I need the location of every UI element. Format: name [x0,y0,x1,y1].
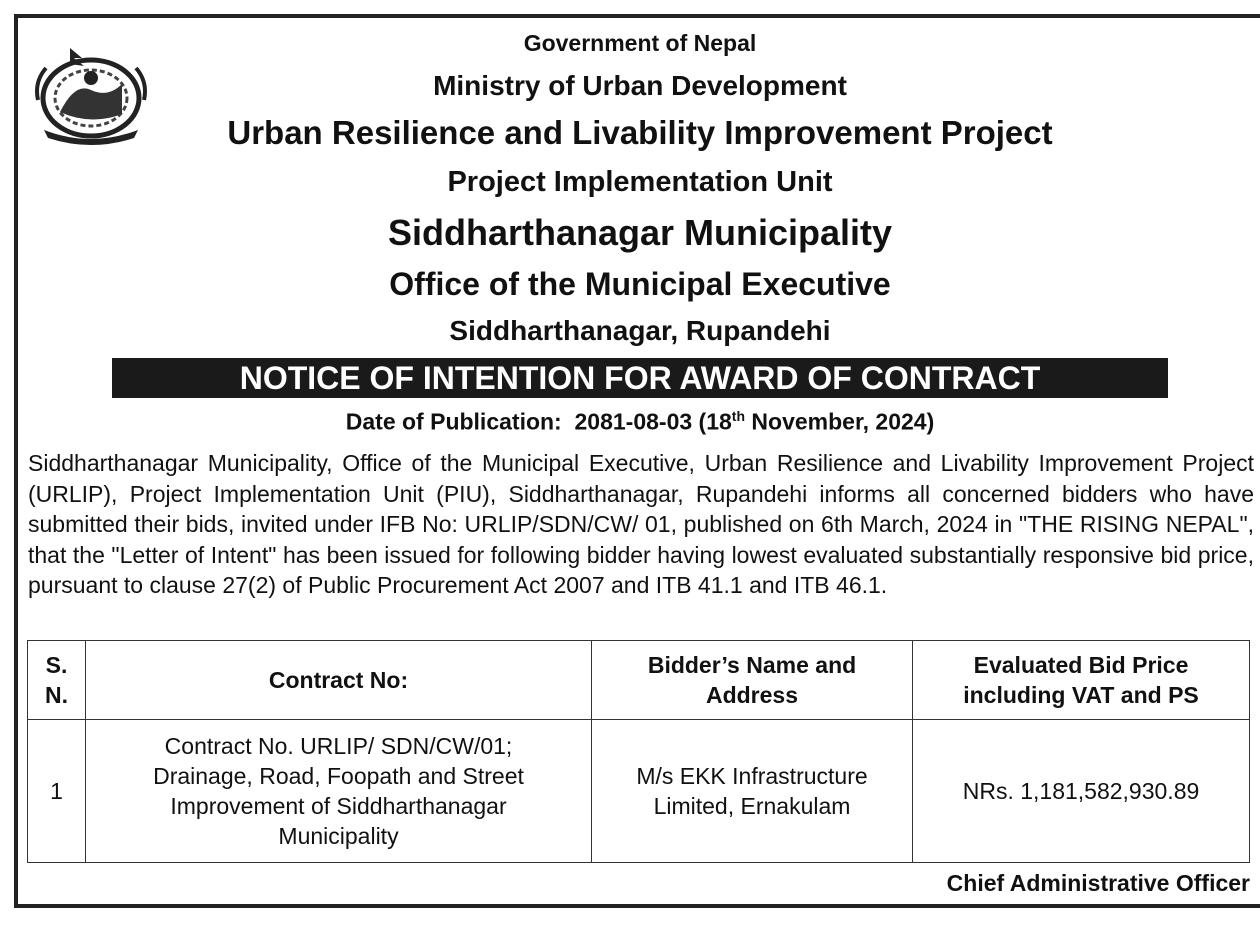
notice-title: NOTICE OF INTENTION FOR AWARD OF CONTRACT [112,358,1168,398]
government-heading: Government of Nepal [523,30,757,56]
table-header-row [28,641,1250,720]
date-label: Date of Publication: [345,408,562,435]
ministry-heading: Ministry of Urban Development [433,70,847,101]
award-table [27,640,1250,863]
date-rest: November, 2024) [751,408,935,435]
signature: Chief Administrative Officer [946,870,1250,896]
header-price: Evaluated Bid Price including VAT and PS [913,641,1250,720]
cell-price: NRs. 1,181,582,930.89 [913,720,1250,863]
date-bs: 2081-08-03 [574,408,693,435]
unit-heading: Project Implementation Unit [447,166,833,198]
date-day: (18 [698,408,732,435]
notice-body: Siddharthanagar Municipality, Office of the Municipal Executive, Urban Resilience and Livability Improvement Project (URLIP), Project Implementation Unit (PIU), Siddharthanagar, Rupandehi informs all concerned bidders who have submitted their bids, invited under IFB No: URLIP/SDN/CW/ 01, published on 6th March, 2024 in "THE RISING NEPAL", that the "Letter of Intent" has been issued for following bidder having lowest evaluated substantially responsive bid price, pursuant to clause 27(2) of Public Procurement Act 2007 and ITB 41.1 and ITB 46.1. [28,450,1254,598]
header-contract: Contract No: [86,641,592,720]
cell-sn: 1 [28,720,86,863]
cell-bidder: M/s EKK Infrastructure Limited, Ernakulam [592,720,913,863]
cell-contract: Contract No. URLIP/ SDN/CW/01; Drainage, Road, Foopath and Street Improvement of Siddharthanagar Municipality [86,720,592,863]
office-heading: Office of the Municipal Executive [389,266,891,302]
municipality-heading: Siddharthanagar Municipality [387,212,893,253]
date-sup: th [731,408,746,424]
header-bidder: Bidder’s Name and Address [592,641,913,720]
project-heading: Urban Resilience and Livability Improvement Project [227,114,1053,151]
location-heading: Siddharthanagar, Rupandehi [449,315,831,346]
table-row [28,720,1250,863]
publication-date [0,408,1260,436]
header-sn: S. N. [28,641,86,720]
